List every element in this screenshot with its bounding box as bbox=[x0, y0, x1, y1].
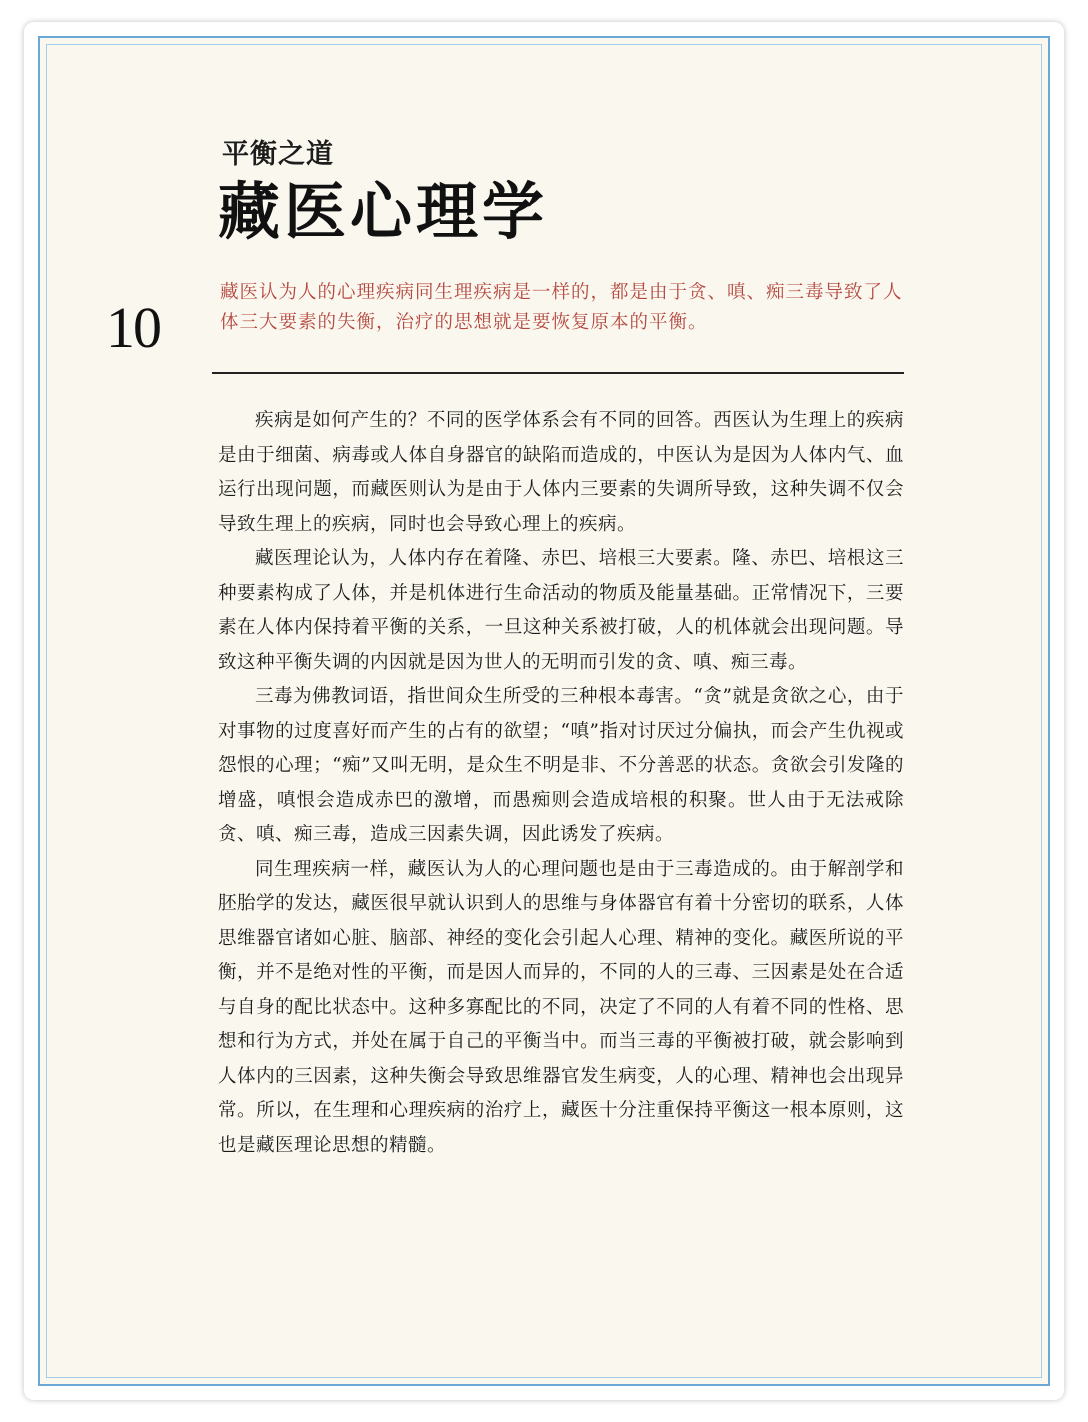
chapter-abstract: 藏医认为人的心理疾病同生理疾病是一样的，都是由于贪、嗔、痴三毒导致了人体三大要素的失衡，治疗的思想就是要恢复原本的平衡。 bbox=[220, 282, 903, 333]
series-title: 平衡之道 bbox=[222, 139, 334, 170]
paragraph-2: 藏医理论认为，人体内存在着隆、赤巴、培根三大要素。隆、赤巴、培根这三种要素构成了人体，并是机体进行生命活动的物质及能量基础。正常情况下，三要素在人体内保持着平衡的关系，一旦这种关系被打破，人的机体就会出现问题。导致这种平衡失调的内因就是因为世人的无明而引发的贪、嗔、痴三毒。 bbox=[218, 548, 904, 673]
paragraph-4: 同生理疾病一样，藏医认为人的心理问题也是由于三毒造成的。由于解剖学和胚胎学的发达，藏医很早就认识到人的思维与身体器官有着十分密切的联系，人体思维器官诸如心脏、脑部、神经的变化会引起人心理、精神的变化。藏医所说的平衡，并不是绝对性的平衡，而是因人而异的，不同的人的三毒、三因素是处在合适与自身的配比状态中。这种多寡配比的不同，决定了不同的人有着不同的性格、思想和行为方式，并处在属于自己的平衡当中。而当三毒的平衡被打破，就会影响到人体内的三因素，这种失衡会导致思维器官发生病变，人的心理、精神也会出现异常。所以，在生理和心理疾病的治疗上，藏医十分注重保持平衡这一根本原则，这也是藏医理论思想的精髓。 bbox=[218, 858, 904, 1156]
chapter-title: 藏医心理学 bbox=[218, 175, 549, 248]
body-text bbox=[218, 404, 904, 1163]
paragraph-1: 疾病是如何产生的？不同的医学体系会有不同的回答。西医认为生理上的疾病是由于细菌、病毒或人体自身器官的缺陷而造成的，中医认为是因为人体内气、血运行出现问题，而藏医则认为是由于人体内三要素的失调所导致，这种失调不仅会导致生理上的疾病，同时也会导致心理上的疾病。 bbox=[218, 410, 904, 535]
paragraph-3: 三毒为佛教词语，指世间众生所受的三种根本毒害。“贪”就是贪欲之心，由于对事物的过度喜好而产生的占有的欲望；“嗔”指对讨厌过分偏执，而会产生仇视或怨恨的心理；“痴”又叫无明，是众生不明是非、不分善恶的状态。贪欲会引发隆的增盛，嗔恨会造成赤巴的激增，而愚痴则会造成培根的积聚。世人由于无法戒除贪、嗔、痴三毒，造成三因素失调，因此诱发了疾病。 bbox=[218, 686, 904, 845]
divider-rule bbox=[212, 372, 904, 374]
page-number: 10 bbox=[106, 295, 160, 360]
